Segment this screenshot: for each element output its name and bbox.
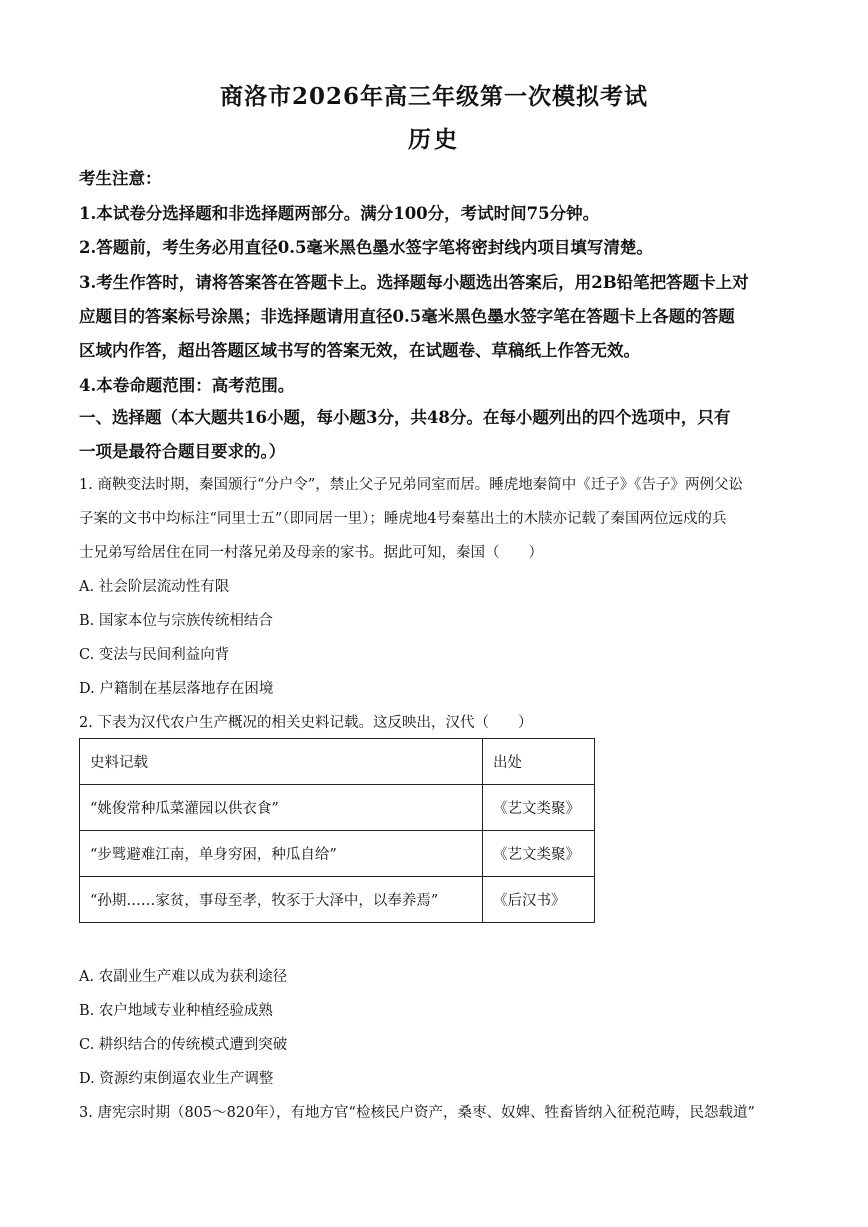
table-cell: “孙期……家贫，事母至孝，牧豕于大泽中，以奉养焉”	[80, 877, 483, 923]
notice-heading: 考生注意：	[79, 169, 162, 188]
q2-option-a: A. 农副业生产难以成为获利途径	[79, 969, 288, 985]
notice-item: 4.本卷命题范围：高考范围。	[79, 376, 295, 395]
table-header-cell: 史料记载	[80, 739, 483, 785]
q1-option-b: B. 国家本位与宗族传统相结合	[79, 613, 273, 629]
table-header-row	[80, 739, 595, 785]
q1-stem: 士兄弟写给居住在同一村落兄弟及母亲的家书。据此可知，秦国（ ）	[79, 545, 543, 561]
exam-subject: 历史	[408, 126, 460, 153]
notice-item: 2.答题前，考生务必用直径0.5毫米黑色墨水签字笔将密封线内项目填写清楚。	[79, 238, 653, 257]
table-cell: 《艺文类聚》	[483, 785, 595, 831]
q2-option-b: B. 农户地域专业种植经验成熟	[79, 1003, 273, 1019]
notice-item: 1.本试卷分选择题和非选择题两部分。满分100分，考试时间75分钟。	[79, 204, 600, 223]
table-row	[80, 831, 595, 877]
table-cell: “步骘避难江南，单身穷困，种瓜自给”	[80, 831, 483, 877]
section-heading: 一、选择题（本大题共16小题，每小题3分，共48分。在每小题列出的四个选项中，只有	[79, 408, 731, 427]
table-row	[80, 785, 595, 831]
notice-item: 应题目的答案标号涂黑；非选择题请用直径0.5毫米黑色墨水签字笔在答题卡上各题的答题	[79, 307, 735, 326]
q1-option-a: A. 社会阶层流动性有限	[79, 579, 230, 595]
q3-stem: 3. 唐宪宗时期（805～820年），有地方官“检核民户资产，桑枣、奴婢、牲畜皆纳入征税范畴，民怨载道”	[79, 1105, 755, 1121]
q1-option-c: C. 变法与民间利益向背	[79, 647, 230, 663]
notice-item: 区域内作答，超出答题区域书写的答案无效，在试题卷、草稿纸上作答无效。	[79, 341, 640, 360]
table-row	[80, 877, 595, 923]
q1-option-d: D. 户籍制在基层落地存在困境	[79, 681, 274, 697]
table-cell: 《艺文类聚》	[483, 831, 595, 877]
section-heading-cont: 一项是最符合题目要求的。）	[79, 442, 286, 461]
exam-title: 商洛市2026年高三年级第一次模拟考试	[219, 83, 648, 110]
q1-stem: 子案的文书中均标注“同里士五”（即同居一里）；睡虎地4号秦墓出土的木牍亦记载了秦国两位远戍的兵	[79, 511, 727, 527]
table-cell: “姚俊常种瓜菜灌园以供衣食”	[80, 785, 483, 831]
source-table	[79, 738, 595, 923]
q2-option-d: D. 资源约束倒逼农业生产调整	[79, 1071, 274, 1087]
table-header-cell: 出处	[483, 739, 595, 785]
q2-stem: 2. 下表为汉代农户生产概况的相关史料记载。这反映出，汉代（ ）	[79, 715, 533, 731]
table-cell: 《后汉书》	[483, 877, 595, 923]
q1-stem: 1. 商鞅变法时期，秦国颁行“分户令”，禁止父子兄弟同室而居。睡虎地秦简中《迁子》《告子》两例父讼	[79, 477, 744, 493]
q2-option-c: C. 耕织结合的传统模式遭到突破	[79, 1037, 288, 1053]
notice-item: 3.考生作答时，请将答案答在答题卡上。选择题每小题选出答案后，用2B铅笔把答题卡上对	[79, 273, 749, 292]
